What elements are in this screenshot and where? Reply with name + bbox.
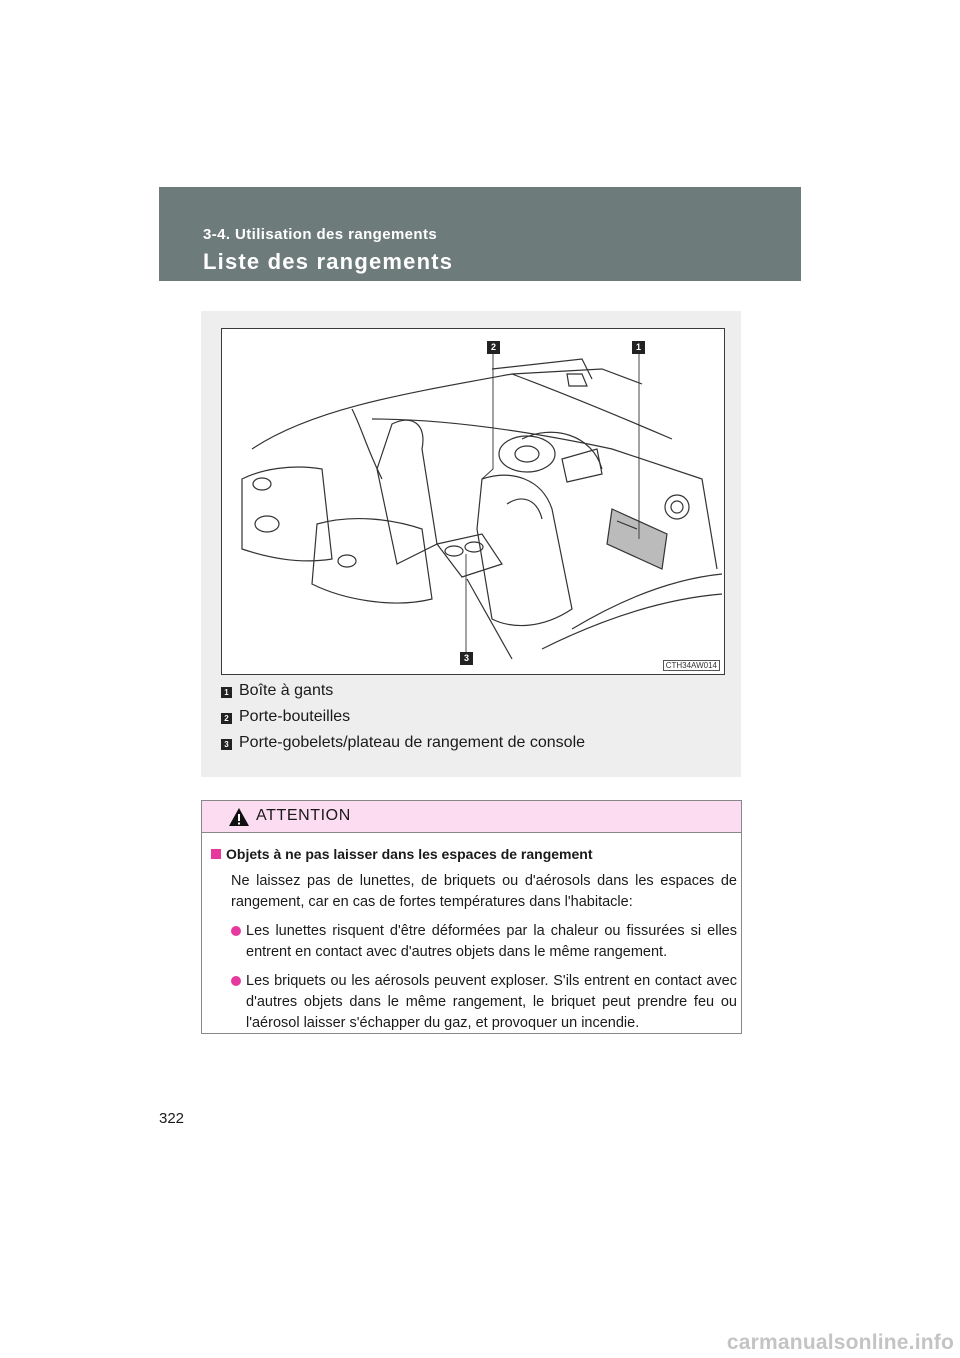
attention-subheading xyxy=(211,844,737,865)
attention-bullet xyxy=(211,971,737,1034)
page-number: 322 xyxy=(159,1110,185,1127)
attention-body xyxy=(211,844,737,1034)
legend-badge: 2 xyxy=(221,713,232,724)
car-interior-illustration xyxy=(221,328,725,675)
section-label: 3-4. Utilisation des rangements xyxy=(203,226,438,243)
car-interior-drawing xyxy=(222,329,724,674)
callout-3-badge: 3 xyxy=(460,652,473,665)
legend-label: Boîte à gants xyxy=(239,682,334,699)
attention-subheading-text: Objets à ne pas laisser dans les espaces de rangement xyxy=(226,846,593,862)
attention-intro: Ne laissez pas de lunettes, de briquets ou d'aérosols dans les espaces de rangement, car en cas de fortes températures dans l'habitacle: xyxy=(231,873,737,910)
callout-1-badge: 1 xyxy=(632,341,645,354)
dot-bullet-icon xyxy=(231,976,241,986)
attention-bullet-text: Les lunettes risquent d'être déformées par la chaleur ou fissurées si elles entrent en contact avec d'autres objets dans le même rangement. xyxy=(246,923,737,960)
legend-badge: 3 xyxy=(221,739,232,750)
legend-badge: 1 xyxy=(221,687,232,698)
attention-header xyxy=(202,801,741,833)
attention-label: ATTENTION xyxy=(256,807,351,824)
attention-bullet xyxy=(211,921,737,963)
figure-panel xyxy=(201,311,741,777)
attention-bullet-text: Les briquets ou les aérosols peuvent exploser. S'ils entrent en contact avec d'autres objets dans le même rangement, le briquet peut prendre feu ou l'aérosol laisser s'échapper du gaz, et provoquer un incendie. xyxy=(246,973,737,1031)
page-title: Liste des rangements xyxy=(203,249,454,274)
watermark: carmanualsonline.info xyxy=(726,1331,954,1354)
dot-bullet-icon xyxy=(231,926,241,936)
legend-label: Porte-bouteilles xyxy=(239,708,351,725)
legend-label: Porte-gobelets/plateau de rangement de console xyxy=(239,734,586,751)
attention-box xyxy=(201,800,742,1034)
page-header xyxy=(159,187,801,281)
square-bullet-icon xyxy=(211,849,221,859)
warning-icon xyxy=(228,807,250,827)
callout-2-badge: 2 xyxy=(487,341,500,354)
figure-code: CTH34AW014 xyxy=(663,660,720,671)
